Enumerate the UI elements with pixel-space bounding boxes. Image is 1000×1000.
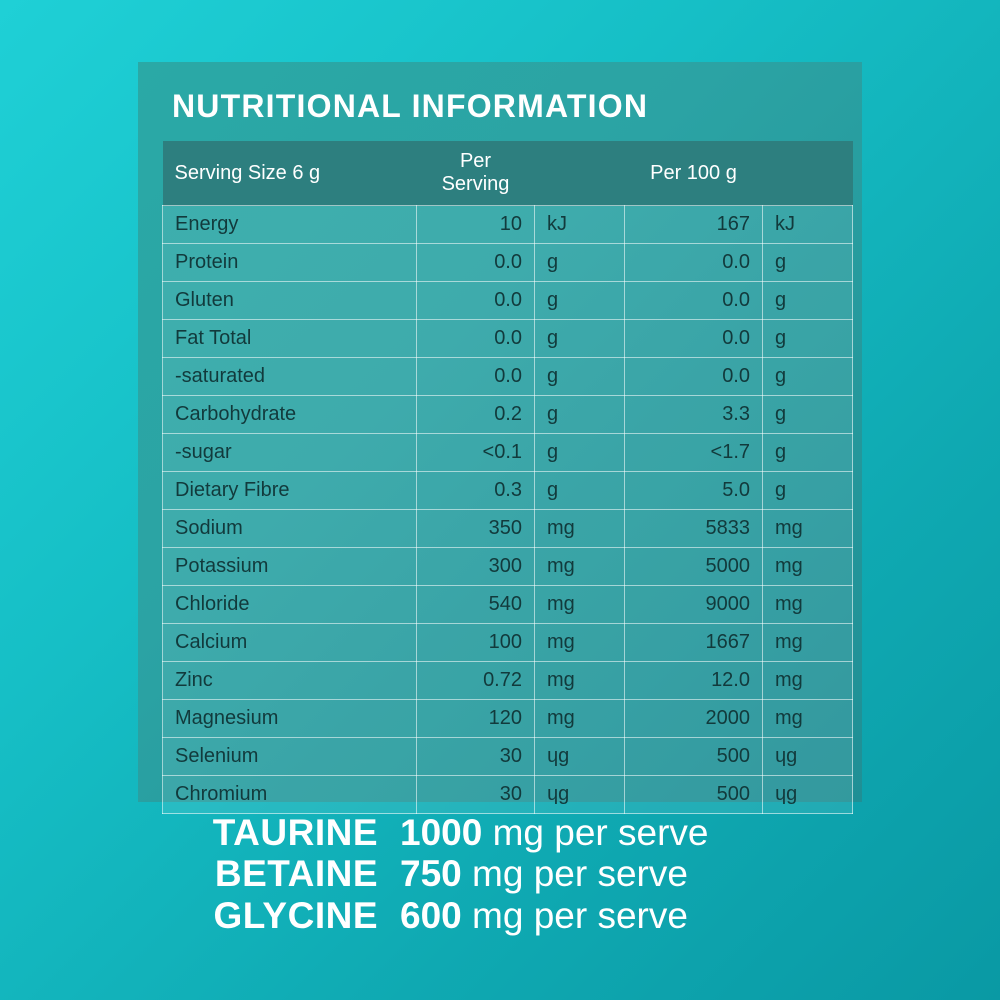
- nutrition-table: [162, 141, 853, 814]
- nutrient-name: Sodium: [163, 510, 417, 548]
- ingredient-amount: 750 mg per serve: [400, 853, 688, 895]
- table-row: [163, 548, 853, 586]
- nutrient-name: Selenium: [163, 738, 417, 776]
- nutrition-table-wrapper: [162, 141, 838, 814]
- value-per-100g: 2000: [625, 700, 763, 738]
- table-row: [163, 738, 853, 776]
- value-per-serving: 30: [417, 776, 535, 814]
- unit-per-100g: mg: [763, 700, 853, 738]
- value-per-100g: 3.3: [625, 396, 763, 434]
- nutrient-name: Protein: [163, 244, 417, 282]
- unit-per-100g: mg: [763, 624, 853, 662]
- value-per-serving: 0.0: [417, 320, 535, 358]
- value-per-serving: 350: [417, 510, 535, 548]
- ingredient-line: [0, 853, 1000, 894]
- value-per-100g: 9000: [625, 586, 763, 624]
- ingredient-name: GLYCINE: [213, 894, 378, 936]
- unit-per-100g: mg: [763, 548, 853, 586]
- unit-per-serving: g: [535, 472, 625, 510]
- unit-per-100g: ɥg: [763, 738, 853, 776]
- table-body: [163, 206, 853, 814]
- unit-per-serving: mg: [535, 510, 625, 548]
- unit-per-100g: ɥg: [763, 776, 853, 814]
- unit-per-serving: ɥg: [535, 776, 625, 814]
- value-per-serving: 0.3: [417, 472, 535, 510]
- column-header-unit-per-serving: [535, 141, 625, 206]
- value-per-100g: <1.7: [625, 434, 763, 472]
- nutrition-panel: [138, 62, 862, 805]
- table-row: [163, 700, 853, 738]
- nutrient-name: -saturated: [163, 358, 417, 396]
- table-row: [163, 320, 853, 358]
- table-row: [163, 624, 853, 662]
- table-row: [163, 206, 853, 244]
- ingredient-line: [0, 812, 1000, 853]
- nutrient-name: Calcium: [163, 624, 417, 662]
- unit-per-100g: g: [763, 320, 853, 358]
- unit-per-serving: mg: [535, 624, 625, 662]
- nutrient-name: Chloride: [163, 586, 417, 624]
- column-header-per-100g: Per 100 g: [625, 141, 763, 206]
- table-row: [163, 510, 853, 548]
- value-per-serving: 0.72: [417, 662, 535, 700]
- nutrient-name: Chromium: [163, 776, 417, 814]
- unit-per-serving: g: [535, 358, 625, 396]
- unit-per-100g: g: [763, 358, 853, 396]
- table-row: [163, 396, 853, 434]
- unit-per-serving: g: [535, 282, 625, 320]
- unit-per-serving: mg: [535, 586, 625, 624]
- table-header: [163, 141, 853, 206]
- unit-per-100g: g: [763, 434, 853, 472]
- ingredient-amount: 1000 mg per serve: [400, 812, 709, 853]
- unit-per-100g: mg: [763, 586, 853, 624]
- value-per-serving: 10: [417, 206, 535, 244]
- ingredient-amount: 600 mg per serve: [400, 894, 688, 936]
- nutrient-name: Magnesium: [163, 700, 417, 738]
- value-per-serving: 540: [417, 586, 535, 624]
- ingredient-name: TAURINE: [212, 812, 378, 853]
- column-header-per-serving: Per Serving: [417, 141, 535, 206]
- unit-per-100g: kJ: [763, 206, 853, 244]
- table-row: [163, 662, 853, 700]
- value-per-100g: 5000: [625, 548, 763, 586]
- value-per-serving: 0.0: [417, 282, 535, 320]
- unit-per-100g: mg: [763, 662, 853, 700]
- page-title: NUTRITIONAL INFORMATION: [172, 88, 649, 124]
- value-per-100g: 500: [625, 776, 763, 814]
- nutrient-name: Potassium: [163, 548, 417, 586]
- unit-per-serving: g: [535, 434, 625, 472]
- unit-per-100g: g: [763, 472, 853, 510]
- table-row: [163, 472, 853, 510]
- unit-per-serving: mg: [535, 548, 625, 586]
- unit-per-100g: g: [763, 396, 853, 434]
- value-per-serving: 100: [417, 624, 535, 662]
- unit-per-serving: ɥg: [535, 738, 625, 776]
- table-row: [163, 244, 853, 282]
- value-per-100g: 1667: [625, 624, 763, 662]
- value-per-100g: 0.0: [625, 320, 763, 358]
- value-per-100g: 5833: [625, 510, 763, 548]
- nutrient-name: Dietary Fibre: [163, 472, 417, 510]
- value-per-serving: 0.2: [417, 396, 535, 434]
- column-header-unit-per-100g: [763, 141, 853, 206]
- value-per-serving: 30: [417, 738, 535, 776]
- nutrient-name: Zinc: [163, 662, 417, 700]
- unit-per-100g: g: [763, 244, 853, 282]
- unit-per-serving: g: [535, 396, 625, 434]
- nutrient-name: Energy: [163, 206, 417, 244]
- unit-per-serving: g: [535, 244, 625, 282]
- unit-per-100g: g: [763, 282, 853, 320]
- column-header-serving-size: Serving Size 6 g: [163, 141, 417, 206]
- unit-per-serving: mg: [535, 662, 625, 700]
- ingredient-highlights: [0, 812, 1000, 936]
- unit-per-serving: mg: [535, 700, 625, 738]
- value-per-serving: 0.0: [417, 358, 535, 396]
- value-per-serving: 300: [417, 548, 535, 586]
- table-header-row: [163, 141, 853, 206]
- nutrient-name: Carbohydrate: [163, 396, 417, 434]
- unit-per-serving: kJ: [535, 206, 625, 244]
- unit-per-serving: g: [535, 320, 625, 358]
- table-row: [163, 282, 853, 320]
- table-row: [163, 358, 853, 396]
- value-per-100g: 167: [625, 206, 763, 244]
- table-row: [163, 434, 853, 472]
- value-per-serving: <0.1: [417, 434, 535, 472]
- ingredient-name: BETAINE: [214, 853, 378, 895]
- value-per-100g: 0.0: [625, 358, 763, 396]
- value-per-100g: 500: [625, 738, 763, 776]
- value-per-serving: 120: [417, 700, 535, 738]
- value-per-100g: 12.0: [625, 662, 763, 700]
- nutrient-name: Gluten: [163, 282, 417, 320]
- nutrient-name: Fat Total: [163, 320, 417, 358]
- nutrient-name: -sugar: [163, 434, 417, 472]
- unit-per-100g: mg: [763, 510, 853, 548]
- value-per-100g: 0.0: [625, 244, 763, 282]
- value-per-serving: 0.0: [417, 244, 535, 282]
- ingredient-line: [0, 895, 1000, 936]
- table-row: [163, 586, 853, 624]
- value-per-100g: 0.0: [625, 282, 763, 320]
- table-row: [163, 776, 853, 814]
- value-per-100g: 5.0: [625, 472, 763, 510]
